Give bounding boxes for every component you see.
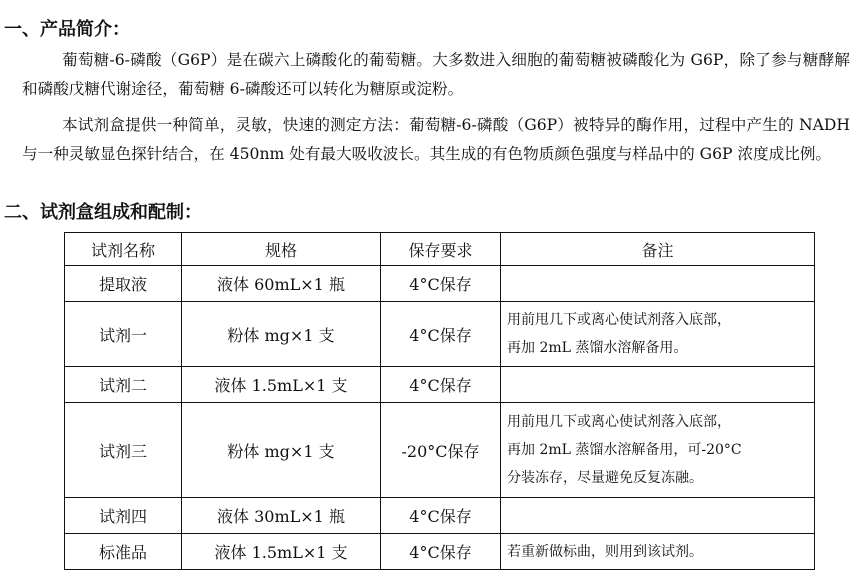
section-heading-product-intro: 一、产品简介： bbox=[4, 19, 130, 40]
table-row bbox=[65, 266, 815, 302]
section-heading-kit-composition: 二、试剂盒组成和配制： bbox=[4, 202, 202, 223]
table-row bbox=[65, 302, 815, 367]
table-header-row bbox=[65, 233, 815, 266]
note-cell bbox=[501, 498, 815, 534]
spec-cell: 液体 60mL×1 瓶 bbox=[182, 266, 381, 302]
reagent-name-cell: 试剂二 bbox=[65, 367, 182, 403]
spec-cell: 液体 1.5mL×1 支 bbox=[182, 534, 381, 570]
storage-cell: 4°C保存 bbox=[381, 266, 501, 302]
spec-cell: 粉体 mg×1 支 bbox=[182, 403, 381, 498]
table-row bbox=[65, 498, 815, 534]
storage-cell: 4°C保存 bbox=[381, 367, 501, 403]
reagent-name-cell: 标准品 bbox=[65, 534, 182, 570]
table-row bbox=[65, 367, 815, 403]
spec-cell: 液体 1.5mL×1 支 bbox=[182, 367, 381, 403]
spec-cell: 粉体 mg×1 支 bbox=[182, 302, 381, 367]
reagent-name-cell: 试剂三 bbox=[65, 403, 182, 498]
note-cell: 若重新做标曲，则用到该试剂。 bbox=[501, 534, 815, 570]
table-row bbox=[65, 534, 815, 570]
note-cell bbox=[501, 266, 815, 302]
reagent-table bbox=[64, 232, 815, 570]
storage-cell: -20°C保存 bbox=[381, 403, 501, 498]
header-storage: 保存要求 bbox=[381, 233, 501, 266]
note-cell: 用前甩几下或离心使试剂落入底部， 再加 2mL 蒸馏水溶解备用。 bbox=[501, 302, 815, 367]
storage-cell: 4°C保存 bbox=[381, 534, 501, 570]
intro-paragraph-1: 葡萄糖-6-磷酸（G6P）是在碳六上磷酸化的葡萄糖。大多数进入细胞的葡萄糖被磷酸化为 G6P，除了参与糖酵解和磷酸戊糖代谢途径，葡萄糖 6-磷酸还可以转化为糖原或淀粉。 bbox=[22, 51, 850, 98]
note-cell bbox=[501, 367, 815, 403]
header-spec: 规格 bbox=[182, 233, 381, 266]
table-row bbox=[65, 403, 815, 498]
header-notes: 备注 bbox=[501, 233, 815, 266]
intro-paragraph-2: 本试剂盒提供一种简单，灵敏，快速的测定方法：葡萄糖-6-磷酸（G6P）被特异的酶作用，过程中产生的 NADH 与一种灵敏显色探针结合，在 450nm 处有最大吸收波长。其生成的有色物质颜色强度与样品中的 G6P 浓度成比例。 bbox=[22, 116, 850, 163]
storage-cell: 4°C保存 bbox=[381, 498, 501, 534]
reagent-name-cell: 提取液 bbox=[65, 266, 182, 302]
storage-cell: 4°C保存 bbox=[381, 302, 501, 367]
spec-cell: 液体 30mL×1 瓶 bbox=[182, 498, 381, 534]
reagent-name-cell: 试剂一 bbox=[65, 302, 182, 367]
reagent-name-cell: 试剂四 bbox=[65, 498, 182, 534]
note-cell: 用前甩几下或离心使试剂落入底部， 再加 2mL 蒸馏水溶解备用，可-20°C 分装冻存，尽量避免反复冻融。 bbox=[501, 403, 815, 498]
header-reagent-name: 试剂名称 bbox=[65, 233, 182, 266]
